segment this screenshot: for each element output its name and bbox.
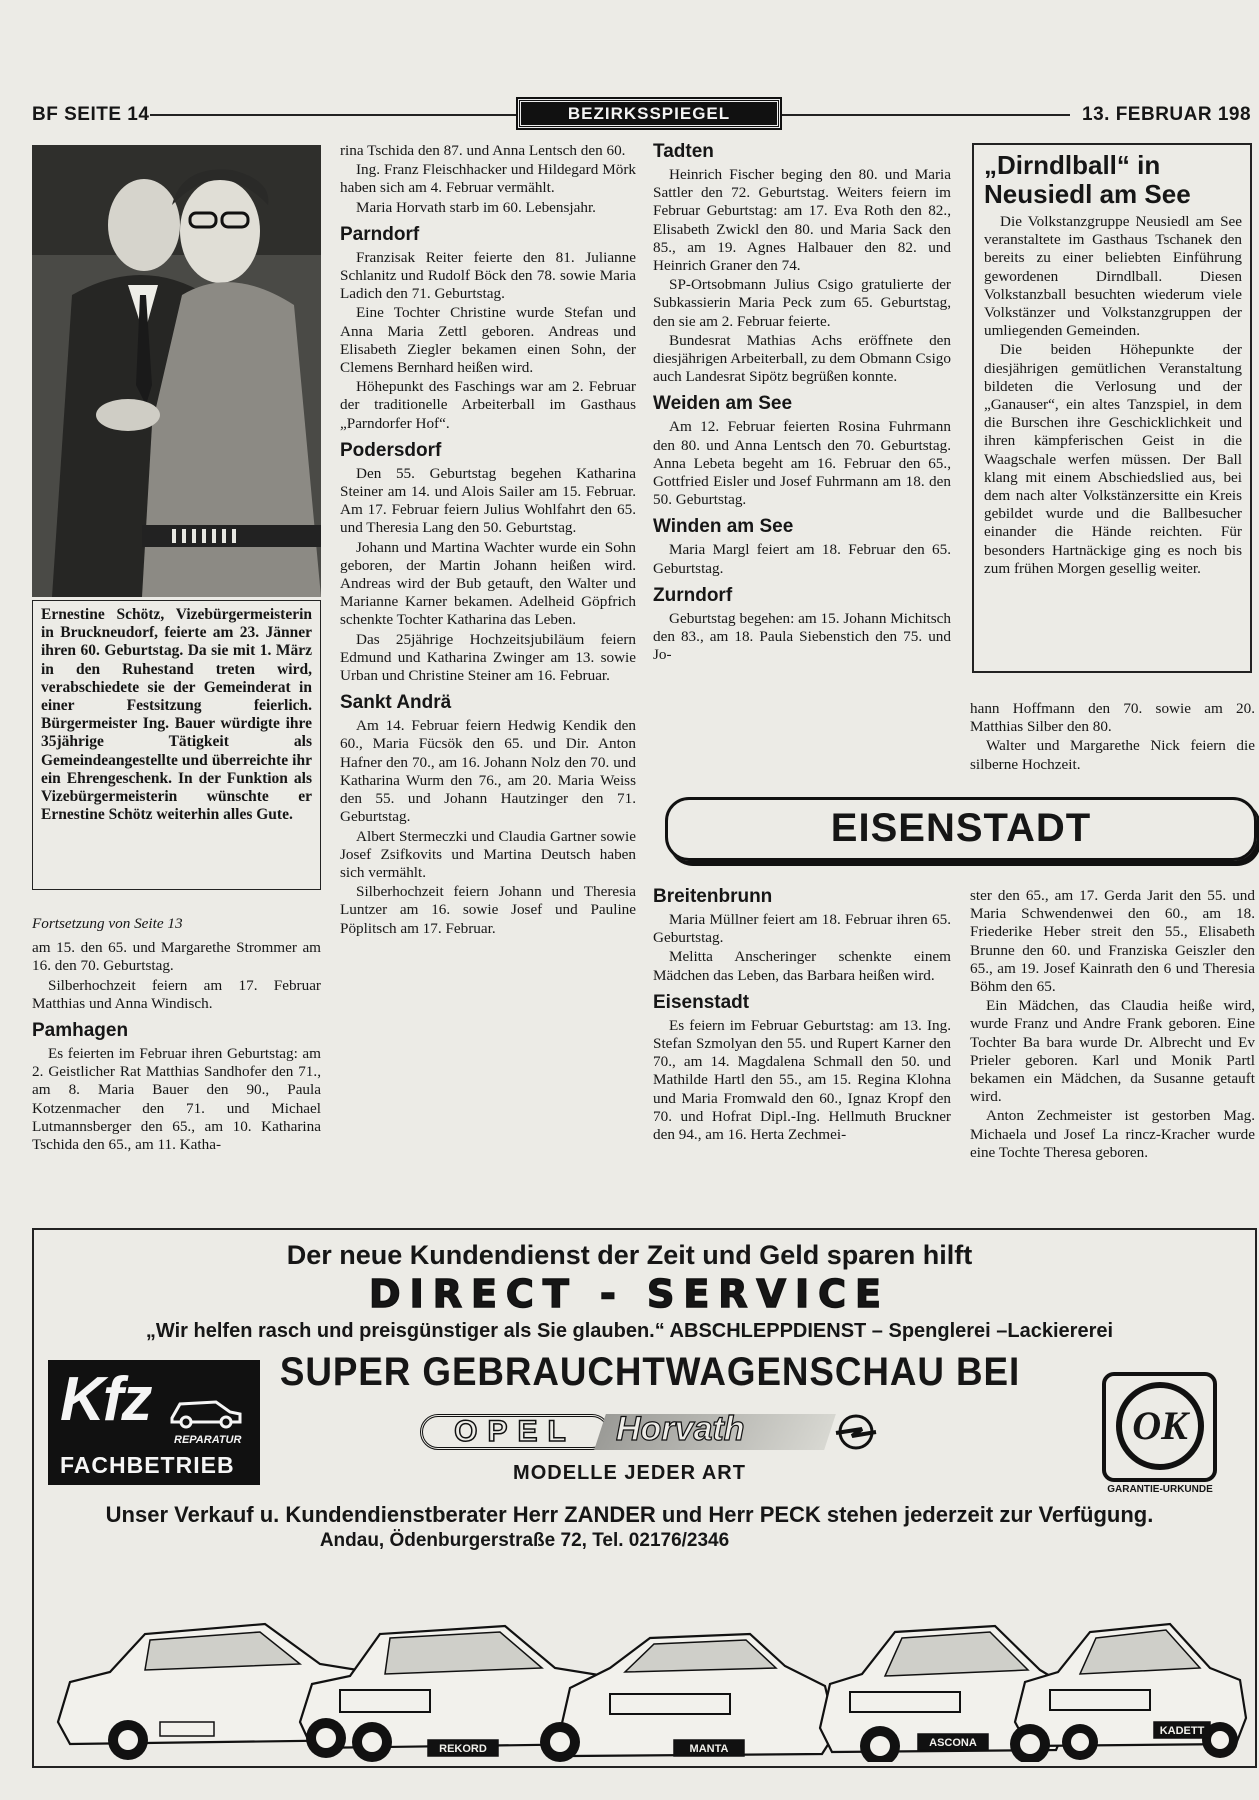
heading-eisenstadt: Eisenstadt (653, 991, 750, 1013)
fachbetrieb-label: FACHBETRIEB (60, 1452, 235, 1478)
horvath-wordmark: Horvath (616, 1410, 745, 1448)
heading-zurndorf: Zurndorf (653, 584, 733, 606)
paragraph: Franzisak Reiter feierte den 81. Julianne Schlanitz und Rudolf Böck den 78. sowie Maria Ladich den 71. Geburtstag. (340, 248, 636, 303)
cars-illustration (50, 1572, 1250, 1762)
column-1 (32, 915, 321, 1155)
dirndlball-article (972, 143, 1252, 673)
car-label-manta: MANTA (689, 1743, 729, 1755)
paragraph: Es feiern im Februar Geburtstag: am 13. Ing. Stefan Szmolyan den 55. und Rupert Karner den 70., am 14. Magdalena Schmall den 50. und Mathilde Hartl den 55., am 15. Regina Klohna und Maria Fromwald den 60., Ignaz Kropf den 70. und Hofrat Dipl.-Ing. Hellmuth Bruckner den 94., am 16. Herta Zechmei- (653, 1016, 951, 1144)
opel-wordmark: OPEL (420, 1414, 610, 1450)
eisenstadt-column-left (653, 885, 951, 1145)
paragraph: Eine Tochter Christine wurde Stefan und Anna Maria Zettl geboren. Andreas und Elisabeth Ziegler bekamen einen Sohn, der Clemens Bernhard heißen wird. (340, 304, 636, 377)
paragraph: Heinrich Fischer beging den 80. und Maria Sattler den 72. Geburtstag. Weiters feiern im Februar Geburtstag: am 17. Eva Roth den 82., Elisabeth Zwickl den 80. und Maria Sack den 85., am 19. Agnes Halbauer den 82. und Heinrich Graner den 74. (653, 166, 951, 275)
heading-sankt-andrae: Sankt Andrä (340, 692, 452, 714)
kfz-logo-text: Kfz (60, 1365, 151, 1434)
heading-winden: Winden am See (653, 516, 794, 538)
car-label-rekord: REKORD (439, 1743, 487, 1755)
heading-tadten: Tadten (653, 141, 714, 162)
eisenstadt-banner: EISENSTADT (665, 797, 1257, 861)
paragraph: Silberhochzeit feiern Johann und Theresia Luntzer am 16. sowie Josef und Pauline Pöplitsch am 17. Februar. (340, 883, 636, 937)
paragraph: Bundesrat Mathias Achs eröffnete den diesjährigen Arbeiterball, zu dem Obmann Csigo auch Landesrat Sipötz begrüßen konnte. (653, 331, 951, 386)
paragraph: Ein Mädchen, das Claudia heiße wird, wurde Franz und Andre Frank geboren. Eine Tochter Ba bara wurde Dr. Albrecht und Ev Prieler geboren. Karl und Monik Partl bekamen ein Mädchen, da Susanne getauft wird. (970, 997, 1255, 1106)
page-number: BF SEITE 14 (32, 104, 150, 125)
paragraph: Am 12. Februar feierten Rosina Fuhrmann den 80. und Anna Lentsch den 70. Geburtstag. Anna Lebeta begeht am 16. Februar den 65., Gottfried Eisler und Josef Fuhrmann am 18. den 50. Geburtstag. (653, 418, 951, 509)
opel-horvath-logo (420, 1408, 900, 1456)
heading-parndorf: Parndorf (340, 223, 420, 245)
photo-caption: Ernestine Schötz, Vizebürgermeisterin in Bruckneudorf, feierte am 23. Jänner ihren 60. Geburtstag. Da sie mit 1. März in den Ruhestand treten wird, verabschiedete sie der Gemeinderat in einer Festsitzung feierlich. Bürgermeister Ing. Bauer würdigte ihre 35jährige Tätigkeit als Gemeindeangestellte und überreichte ihr ein Ehrengeschenk. In der Funktion als Vizebürgermeisterin wünschte er Ernestine Schötz weiterhin alles Gute. (32, 600, 321, 890)
section-title: BEZIRKSSPIEGEL (518, 99, 780, 128)
paragraph: Es feierten im Februar ihren Geburtstag: am 2. Geistlicher Rat Matthias Sandhofer den 71., am 8. Maria Bauer den 90., Paula Kotzenmacher den 71. und Michael Lutmannsberger den 65., am 10. Katharina Tschida den 65., am 11. Katha- (32, 1045, 321, 1154)
column-4 (970, 700, 1255, 775)
paragraph: Silberhochzeit feiern am 17. Februar Matthias und Anna Windisch. (32, 976, 321, 1012)
paragraph: Johann und Martina Wachter wurde ein Sohn geboren, der Martin Johann heißen wird. Andreas wird der Bub getauft, den Walter und Marianne Karner bekamen. Adelheid Göpfrich schenkte Tochter Katharina das Leben. (340, 538, 636, 629)
ad-address: Andau, Ödenburgerstraße 72, Tel. 02176/2346 (319, 1530, 730, 1551)
paragraph: Albert Stermeczki und Claudia Gartner sowie Josef Zsifkovits und Martina Deutsch haben sich vermählt. (340, 827, 636, 881)
paragraph: Geburtstag begehen: am 15. Johann Michitsch den 83., am 18. Paula Siebenstich den 75. und Jo- (653, 609, 951, 664)
opel-emblem-icon (834, 1412, 878, 1452)
ad-berater: Unser Verkauf u. Kundendienstberater Herr ZANDER und Herr PECK stehen jederzeit zur Verfügung. (105, 1502, 1154, 1527)
ad-slogan: „Wir helfen rasch und preisgünstiger als Sie glauben.“ ABSCHLEPPDIENST – Spenglerei –Lackiererei (145, 1320, 1114, 1342)
eisenstadt-column-right (970, 887, 1255, 1163)
car-label-ascona: ASCONA (929, 1737, 977, 1749)
paragraph: ster den 65., am 17. Gerda Jarit den 55. und Maria Schwendenwei den 60., am 18. Friederike Heber streit den 55., Elisabeth Brunne den 60. und Franziska Geiszler den 65., am 19. Josef Kainrath den 6 und Theresia Böhm den 65. (970, 887, 1255, 996)
reparatur-label: REPARATUR (174, 1434, 242, 1446)
paragraph: Maria Müllner feiert am 18. Februar ihren 65. Geburtstag. (653, 911, 951, 947)
continuation-note: Fortsetzung von Seite 13 (32, 915, 183, 932)
paragraph: Das 25jährige Hochzeitsjubiläum feiern Edmund und Katharina Zwinger am 13. sowie Urban und Christine Steiner am 16. Februar. (340, 630, 636, 685)
car-icon (166, 1390, 246, 1430)
ad-headline: Der neue Kundendienst der Zeit und Geld sparen hilft (286, 1240, 973, 1270)
ok-mark: OK (1116, 1382, 1204, 1470)
heading-weiden: Weiden am See (653, 393, 793, 415)
paragraph: Ing. Franz Fleischhacker und Hildegard Mörk haben sich am 4. Februar vermählt. (340, 161, 636, 197)
column-2 (340, 142, 636, 939)
article-title: „Dirndlball“ in Neusiedl am See (984, 150, 1191, 209)
heading-breitenbrunn: Breitenbrunn (653, 886, 773, 907)
paragraph: am 15. den 65. und Margarethe Strommer am 16. den 70. Geburtstag. (32, 939, 321, 975)
paragraph: hann Hoffmann den 70. sowie am 20. Matthias Silber den 80. (970, 700, 1255, 736)
ad-gebrauchtwagenschau: SUPER GEBRAUCHTWAGENSCHAU BEI (279, 1350, 1021, 1394)
paragraph: SP-Ortsobmann Julius Csigo gratulierte der Subkassierin Maria Peck zum 65. Geburtstag, den sie am 2. Februar feierte. (653, 276, 951, 330)
heading-pamhagen: Pamhagen (32, 1020, 129, 1042)
portrait-photo (32, 145, 321, 597)
paragraph: Den 55. Geburtstag begehen Katharina Steiner am 14. und Alois Sailer am 15. Februar. Am 17. Februar feiern Julius Wohlfahrt den 65. und Theresia Lang den 50. Geburtstag. (340, 464, 636, 537)
paragraph: Maria Margl feiert am 18. Februar den 65. Geburtstag. (653, 541, 951, 577)
ok-guarantee-logo (1102, 1372, 1217, 1482)
garantie-label: GARANTIE-URKUNDE (1107, 1484, 1213, 1495)
paragraph: Maria Horvath starb im 60. Lebensjahr. (356, 198, 596, 216)
paragraph: Walter und Margarethe Nick feiern die silberne Hochzeit. (970, 737, 1255, 773)
paragraph: rina Tschida den 87. und Anna Lentsch den 60. (340, 142, 626, 159)
paragraph: Am 14. Februar feiern Hedwig Kendik den 60., Maria Fücsök den 65. und Dir. Anton Hafner den 70., am 16. Johann Nolz den 70. und Katharina Wurm den 76., am 20. Maria Weiss den 55. und Johann Hautzinger den 71. Geburtstag. (340, 717, 636, 826)
ad-direct-service: DIRECT - SERVICE (369, 1272, 890, 1316)
heading-podersdorf: Podersdorf (340, 439, 442, 461)
paragraph: Höhepunkt des Faschings war am 2. Februar der traditionelle Arbeiterball im Gasthaus „Parndorfer Hof“. (340, 378, 636, 432)
paragraph: Die beiden Höhepunkte der diesjährigen gemütlichen Veranstaltung bildeten die Verlosung und der „Ganauser“, ein altes Tanzspiel, in dem die Burschen ihre Geschicklichkeit und ihren kämpferischen Geist in die Waagschale werfen müssen. Der Ball klang mit einem Abschiedslied aus, bei dem nach alter Volkstänzersitte ein Kreis gebildet wurde und die Ballbesucher einander die Hände reichten. Für besonders Hartnäckige ging es noch bis zum frühen Morgen gesellig weiter. (984, 341, 1242, 577)
column-3 (653, 140, 951, 665)
paragraph: Die Volkstanzgruppe Neusiedl am See veranstaltete im Gasthaus Tschanek den bereits zu einer beliebten Einführung gewordenen Dirndlball. Diesen Volkstanzball besuchten wiederum viele Volkstänzer und Volkstanzgruppen der umliegenden Gemeinden. (984, 213, 1242, 340)
paragraph: Melitta Anscheringer schenkte einem Mädchen das Leben, das Barbara heißen wird. (653, 948, 951, 984)
car-label-kadett: KADETT (1159, 1725, 1205, 1737)
paragraph: Anton Zechmeister ist gestorben Mag. Michaela und Josef La rincz-Kracher wurde eine Tochte Theresa geboren. (970, 1107, 1255, 1161)
ad-modelle: MODELLE JEDER ART (513, 1462, 746, 1484)
issue-date: 13. FEBRUAR 198 (1082, 104, 1252, 125)
